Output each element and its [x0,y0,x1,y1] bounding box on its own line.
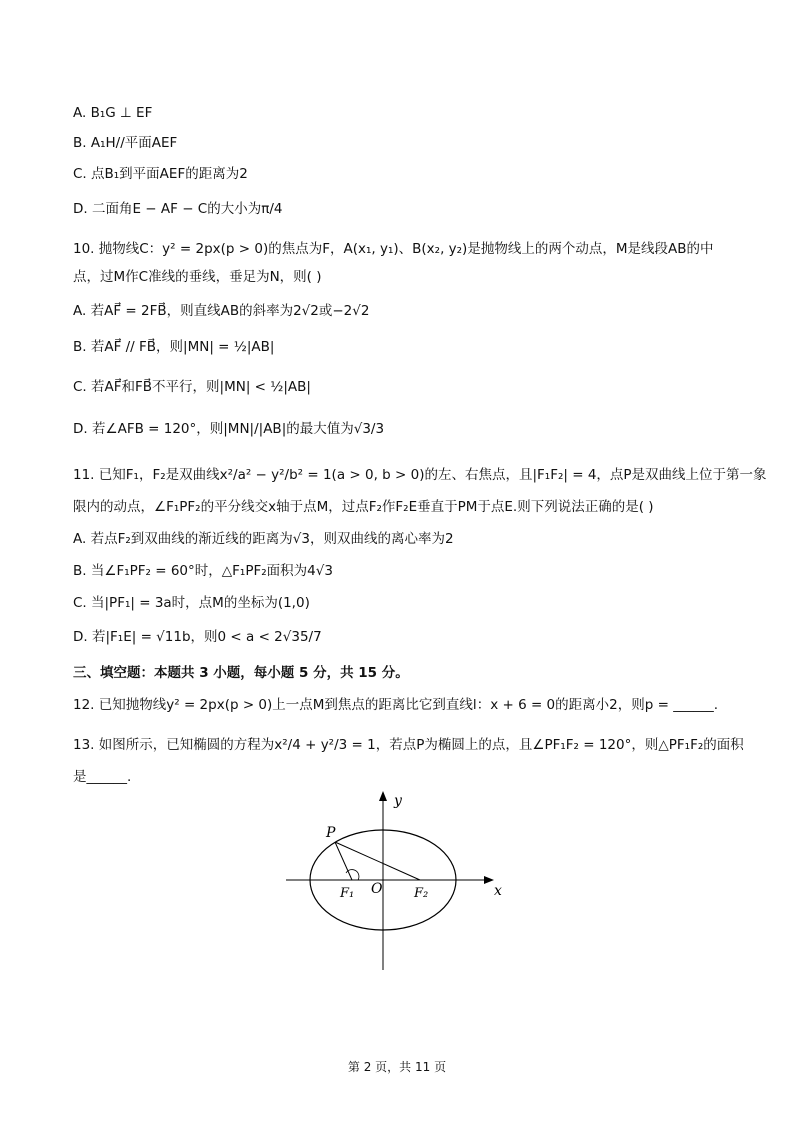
section-heading: 三、填空题：本题共 3 小题，每小题 5 分，共 15 分。 [73,665,409,681]
y-axis-arrow [379,791,387,801]
angle-arc [346,870,359,880]
option-10b: B. 若AF⃗ // FB⃗，则|MN| = ½|AB| [73,339,275,355]
label-p: P [326,825,336,841]
option-11a: A. 若点F₂到双曲线的渐近线的距离为√3，则双曲线的离心率为2 [73,531,454,547]
label-y: y [394,793,402,809]
question-10-line-2: 点，过M作C准线的垂线，垂足为N，则( ) [73,269,322,285]
question-13-line-1: 13. 如图所示，已知椭圆的方程为x²/4 + y²/3 = 1，若点P为椭圆上的点，且∠PF₁F₂ = 120°，则△PF₁F₂的面积 [73,737,744,753]
option-10c: C. 若AF⃗和FB⃗不平行，则|MN| < ½|AB| [73,379,311,395]
option-11d: D. 若|F₁E| = √11b，则0 < a < 2√35/7 [73,629,322,645]
question-11-line-1: 11. 已知F₁，F₂是双曲线x²/a² − y²/b² = 1(a > 0, b > 0)的左、右焦点，且|F₁F₂| = 4，点P是双曲线上位于第一象 [73,467,767,483]
line-9d: D. 二面角E − AF − C的大小为π/4 [73,201,283,217]
ellipse-figure [280,785,540,975]
label-f1: F₁ [340,886,355,901]
option-10d: D. 若∠AFB = 120°，则|MN|/|AB|的最大值为√3/3 [73,421,385,437]
segment-pf2 [335,842,420,880]
line-9c: C. 点B₁到平面AEF的距离为2 [73,166,248,182]
line-9a: A. B₁G ⊥ EF [73,105,153,121]
line-9b: B. A₁H//平面AEF [73,135,178,151]
option-11b: B. 当∠F₁PF₂ = 60°时，△F₁PF₂面积为4√3 [73,563,333,579]
question-10-line-1: 10. 抛物线C：y² = 2px(p > 0)的焦点为F，A(x₁, y₁)、B(x₂, y₂)是抛物线上的两个动点，M是线段AB的中 [73,241,714,257]
segment-pf1 [335,842,352,880]
option-11c: C. 当|PF₁| = 3a时，点M的坐标为(1,0) [73,595,310,611]
question-13-line-2: 是______. [73,769,132,785]
x-axis-arrow [484,876,494,884]
label-f2: F₂ [414,886,429,901]
label-o: O [371,881,383,897]
label-x: x [494,883,502,899]
question-11-line-2: 限内的动点，∠F₁PF₂的平分线交x轴于点M，过点F₂作F₂E垂直于PM于点E.则下列说法正确的是( ) [73,499,654,515]
option-10a: A. 若AF⃗ = 2FB⃗，则直线AB的斜率为2√2或−2√2 [73,303,370,319]
page-footer: 第 2 页，共 11 页 [347,1060,447,1074]
question-12: 12. 已知抛物线y² = 2px(p > 0)上一点M到焦点的距离比它到直线l：x + 6 = 0的距离小2，则p = ______. [73,697,718,713]
